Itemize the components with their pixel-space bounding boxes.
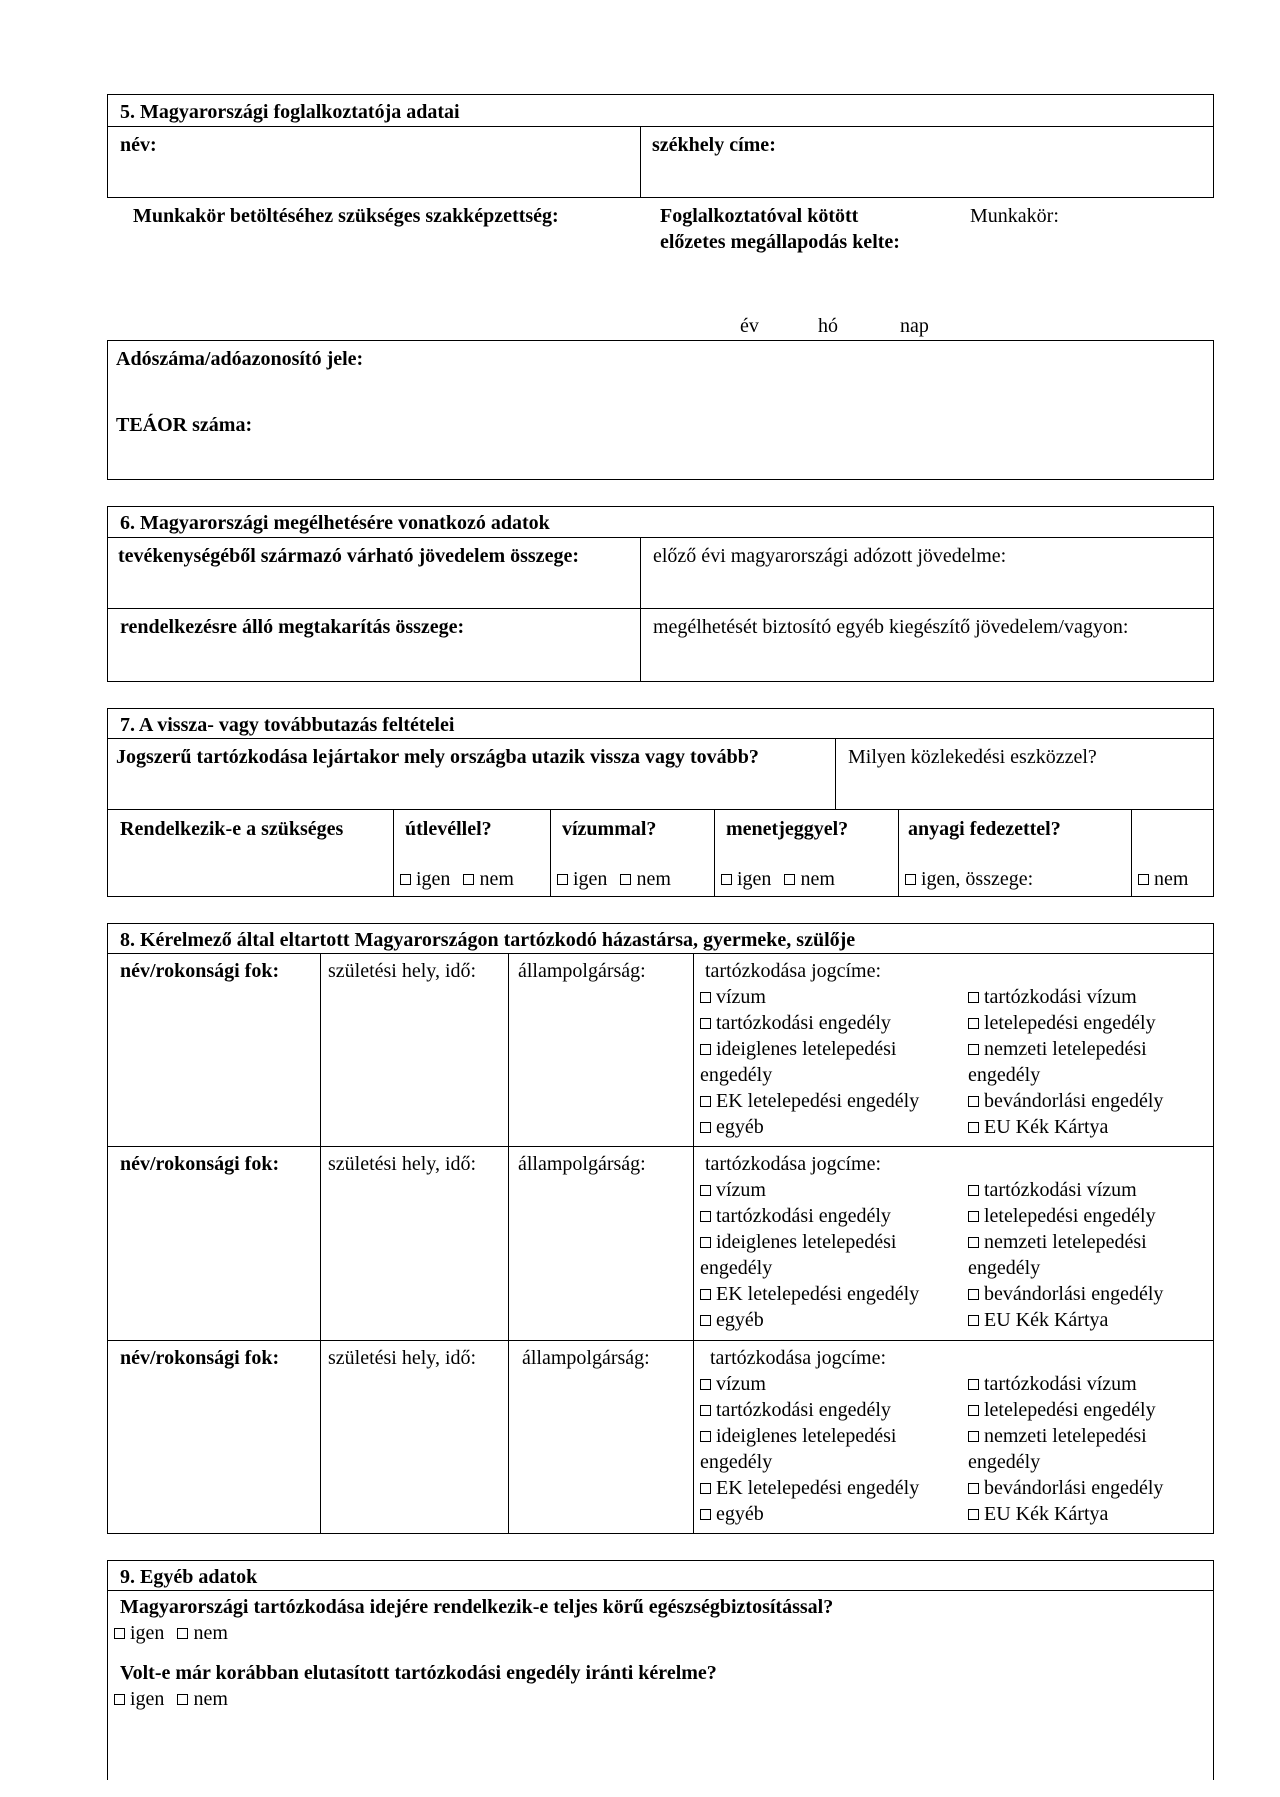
- checkbox[interactable]: [700, 1379, 711, 1390]
- option-item[interactable]: [968, 1397, 1208, 1423]
- divider: [1213, 1560, 1214, 1780]
- checkbox[interactable]: [968, 1379, 979, 1390]
- relative-name-label: név/rokonsági fok:: [120, 1347, 280, 1369]
- option-item[interactable]: [700, 1281, 955, 1307]
- option-item[interactable]: [700, 1203, 955, 1229]
- return-country-question: Jogszerű tartózkodása lejártakor mely országba utazik vissza vagy tovább?: [116, 746, 759, 768]
- option-item[interactable]: [968, 1203, 1208, 1229]
- option-label: vízum: [716, 1179, 766, 1201]
- checkbox[interactable]: [700, 992, 711, 1003]
- option-item[interactable]: [700, 1088, 955, 1114]
- divider: [107, 1146, 1214, 1147]
- option-item[interactable]: [700, 1229, 955, 1281]
- divider: [693, 953, 694, 1534]
- option-label: tartózkodási vízum: [984, 1373, 1137, 1395]
- basis-options-left: [700, 1177, 955, 1333]
- ticket-yes-label: igen: [737, 868, 772, 890]
- funds-yes-checkbox[interactable]: [905, 874, 916, 885]
- checkbox[interactable]: [700, 1044, 711, 1055]
- funds-no-checkbox[interactable]: [1138, 874, 1149, 885]
- rejected-yes-label: igen: [130, 1688, 165, 1710]
- section-7-title: 7. A vissza- vagy továbbutazás feltételei: [120, 714, 455, 736]
- checkbox[interactable]: [700, 1237, 711, 1248]
- visa-yes-label: igen: [573, 868, 608, 890]
- rejected-yes-checkbox[interactable]: [114, 1694, 125, 1705]
- option-label: ideiglenes letelepedési engedély: [700, 1231, 897, 1279]
- option-item[interactable]: [968, 1307, 1208, 1333]
- date-year-label: év: [740, 315, 759, 337]
- divider: [898, 809, 899, 897]
- option-item[interactable]: [968, 1010, 1208, 1036]
- option-label: nemzeti letelepedési engedély: [968, 1231, 1147, 1279]
- option-item[interactable]: [700, 984, 955, 1010]
- savings-label: rendelkezésre álló megtakarítás összege:: [120, 616, 465, 638]
- residence-basis-label: tartózkodása jogcíme:: [705, 960, 882, 982]
- checkbox[interactable]: [700, 1289, 711, 1300]
- option-item[interactable]: [700, 1501, 955, 1527]
- option-label: egyéb: [716, 1503, 764, 1525]
- option-label: tartózkodási vízum: [984, 986, 1137, 1008]
- option-item[interactable]: [700, 1371, 955, 1397]
- divider: [508, 953, 509, 1534]
- divider: [1131, 809, 1132, 897]
- basis-options-right: [968, 1371, 1208, 1527]
- checkbox[interactable]: [968, 1483, 979, 1494]
- option-label: EK letelepedési engedély: [716, 1283, 920, 1305]
- option-item[interactable]: [968, 1475, 1208, 1501]
- residence-basis-label: tartózkodása jogcíme:: [710, 1347, 887, 1369]
- passport-label: útlevéllel?: [405, 818, 492, 840]
- option-item[interactable]: [700, 1423, 955, 1475]
- option-label: ideiglenes letelepedési engedély: [700, 1425, 897, 1473]
- option-item[interactable]: [700, 1397, 955, 1423]
- rejected-no-checkbox[interactable]: [177, 1694, 188, 1705]
- option-label: egyéb: [716, 1116, 764, 1138]
- option-item[interactable]: [968, 1088, 1208, 1114]
- citizenship-label: állampolgárság:: [522, 1347, 650, 1369]
- option-label: tartózkodási vízum: [984, 1179, 1137, 1201]
- option-label: letelepedési engedély: [984, 1205, 1156, 1227]
- divider: [107, 809, 1214, 810]
- option-label: ideiglenes letelepedési engedély: [700, 1038, 897, 1086]
- checkbox[interactable]: [700, 1509, 711, 1520]
- divider: [640, 537, 641, 682]
- visa-no-checkbox[interactable]: [620, 874, 631, 885]
- option-label: vízum: [716, 1373, 766, 1395]
- ticket-no-checkbox[interactable]: [784, 874, 795, 885]
- divider: [107, 1590, 1214, 1591]
- divider: [107, 953, 1214, 954]
- insurance-yes-checkbox[interactable]: [114, 1628, 125, 1639]
- funds-no-label: nem: [1154, 868, 1189, 890]
- option-item[interactable]: [968, 984, 1208, 1010]
- checkbox[interactable]: [968, 1289, 979, 1300]
- ticket-label: menetjeggyel?: [726, 818, 849, 840]
- has-required-label: Rendelkezik-e a szükséges: [120, 818, 344, 840]
- checkbox[interactable]: [700, 1122, 711, 1133]
- birth-place-label: születési hely, idő:: [328, 960, 477, 982]
- ticket-no-label: nem: [800, 868, 835, 890]
- basis-options-left: [700, 1371, 955, 1527]
- insurance-question: Magyarországi tartózkodása idejére rendelkezik-e teljes körű egészségbiztosítással?: [120, 1596, 834, 1618]
- option-item[interactable]: [968, 1371, 1208, 1397]
- insurance-options: [114, 1620, 228, 1646]
- option-label: EU Kék Kártya: [984, 1309, 1109, 1331]
- passport-options: [400, 866, 514, 892]
- citizenship-label: állampolgárság:: [518, 1153, 646, 1175]
- vehicle-question: Milyen közlekedési eszközzel?: [848, 746, 1097, 768]
- other-income-label: megélhetését biztosító egyéb kiegészítő jövedelem/vagyon:: [653, 616, 1129, 638]
- employer-seat-label: székhely címe:: [652, 134, 776, 156]
- residence-basis-label: tartózkodása jogcíme:: [705, 1153, 882, 1175]
- rejected-no-label: nem: [193, 1688, 228, 1710]
- option-label: vízum: [716, 986, 766, 1008]
- option-item[interactable]: [968, 1423, 1208, 1475]
- option-label: tartózkodási engedély: [716, 1399, 891, 1421]
- employer-name-field[interactable]: [110, 158, 636, 194]
- option-item[interactable]: [968, 1114, 1208, 1140]
- qualification-label: Munkakör betöltéséhez szükséges szakképzettség:: [133, 205, 559, 227]
- basis-options-right: [968, 984, 1208, 1140]
- section-6-title: 6. Magyarországi megélhetésére vonatkozó adatok: [120, 512, 550, 534]
- option-label: letelepedési engedély: [984, 1399, 1156, 1421]
- ticket-options: [721, 866, 835, 892]
- divider: [835, 738, 836, 809]
- checkbox[interactable]: [968, 992, 979, 1003]
- divider: [320, 953, 321, 1534]
- checkbox[interactable]: [968, 1315, 979, 1326]
- checkbox[interactable]: [968, 1018, 979, 1029]
- checkbox[interactable]: [968, 1185, 979, 1196]
- checkbox[interactable]: [968, 1096, 979, 1107]
- option-label: egyéb: [716, 1309, 764, 1331]
- checkbox[interactable]: [968, 1405, 979, 1416]
- option-item[interactable]: [700, 1475, 955, 1501]
- checkbox[interactable]: [700, 1431, 711, 1442]
- checkbox[interactable]: [700, 1315, 711, 1326]
- checkbox[interactable]: [968, 1431, 979, 1442]
- divider: [107, 537, 1214, 538]
- birth-place-label: születési hely, idő:: [328, 1347, 477, 1369]
- option-label: EU Kék Kártya: [984, 1116, 1109, 1138]
- option-label: bevándorlási engedély: [984, 1477, 1164, 1499]
- option-item[interactable]: [700, 1010, 955, 1036]
- birth-place-label: születési hely, idő:: [328, 1153, 477, 1175]
- checkbox[interactable]: [700, 1018, 711, 1029]
- option-item[interactable]: [700, 1307, 955, 1333]
- basis-options-left: [700, 984, 955, 1140]
- ticket-yes-checkbox[interactable]: [721, 874, 732, 885]
- expected-income-label: tevékenységéből származó várható jövedelem összege:: [118, 545, 579, 567]
- option-item[interactable]: [968, 1177, 1208, 1203]
- rejected-options: [114, 1686, 228, 1712]
- visa-no-label: nem: [636, 868, 671, 890]
- checkbox[interactable]: [968, 1237, 979, 1248]
- divider: [714, 809, 715, 897]
- visa-label: vízummal?: [562, 818, 657, 840]
- funds-no-option: [1138, 866, 1188, 892]
- option-label: tartózkodási engedély: [716, 1012, 891, 1034]
- option-item[interactable]: [968, 1036, 1208, 1088]
- option-item[interactable]: [700, 1036, 955, 1088]
- relative-name-label: név/rokonsági fok:: [120, 1153, 280, 1175]
- checkbox[interactable]: [968, 1044, 979, 1055]
- checkbox[interactable]: [700, 1483, 711, 1494]
- date-day-label: nap: [900, 315, 929, 337]
- section-5-title: 5. Magyarországi foglalkoztatója adatai: [120, 101, 460, 123]
- option-item[interactable]: [700, 1114, 955, 1140]
- checkbox[interactable]: [700, 1405, 711, 1416]
- option-label: EU Kék Kártya: [984, 1503, 1109, 1525]
- option-label: tartózkodási engedély: [716, 1205, 891, 1227]
- option-label: bevándorlási engedély: [984, 1283, 1164, 1305]
- section-8-title: 8. Kérelmező által eltartott Magyarországon tartózkodó házastársa, gyermeke, szülője: [120, 929, 856, 951]
- section-9-title: 9. Egyéb adatok: [120, 1566, 258, 1588]
- divider: [107, 1340, 1214, 1341]
- option-label: bevándorlási engedély: [984, 1090, 1164, 1112]
- option-label: EK letelepedési engedély: [716, 1090, 920, 1112]
- job-label: Munkakör:: [970, 205, 1059, 227]
- insurance-no-label: nem: [193, 1622, 228, 1644]
- checkbox[interactable]: [700, 1096, 711, 1107]
- divider: [107, 608, 1214, 609]
- option-item[interactable]: [968, 1229, 1208, 1281]
- divider: [107, 738, 1214, 739]
- tax-number-label: Adószáma/adóazonosító jele:: [116, 348, 364, 370]
- previous-income-label: előző évi magyarországi adózott jövedelme:: [653, 545, 1007, 567]
- rejected-application-question: Volt-e már korábban elutasított tartózkodási engedély iránti kérelme?: [120, 1662, 717, 1684]
- visa-options: [557, 866, 671, 892]
- option-item[interactable]: [700, 1177, 955, 1203]
- funds-label: anyagi fedezettel?: [908, 818, 1061, 840]
- option-item[interactable]: [968, 1501, 1208, 1527]
- checkbox[interactable]: [968, 1122, 979, 1133]
- insurance-yes-label: igen: [130, 1622, 165, 1644]
- insurance-no-checkbox[interactable]: [177, 1628, 188, 1639]
- checkbox[interactable]: [968, 1509, 979, 1520]
- date-month-label: hó: [818, 315, 838, 337]
- employer-seat-field[interactable]: [644, 158, 1210, 194]
- funds-yes-option: [905, 866, 1033, 892]
- passport-yes-label: igen: [416, 868, 451, 890]
- agreement-date-label: Foglalkoztatóval kötött előzetes megállapodás kelte:: [660, 205, 900, 253]
- divider: [393, 809, 394, 897]
- divider: [107, 126, 1214, 127]
- checkbox[interactable]: [968, 1211, 979, 1222]
- divider: [107, 1560, 108, 1780]
- divider: [107, 1560, 1214, 1561]
- option-label: nemzeti letelepedési engedély: [968, 1425, 1147, 1473]
- visa-yes-checkbox[interactable]: [557, 874, 568, 885]
- citizenship-label: állampolgárság:: [518, 960, 646, 982]
- relative-name-label: név/rokonsági fok:: [120, 960, 280, 982]
- checkbox[interactable]: [700, 1185, 711, 1196]
- passport-no-label: nem: [479, 868, 514, 890]
- checkbox[interactable]: [700, 1211, 711, 1222]
- option-label: EK letelepedési engedély: [716, 1477, 920, 1499]
- passport-no-checkbox[interactable]: [463, 874, 474, 885]
- passport-yes-checkbox[interactable]: [400, 874, 411, 885]
- teaor-label: TEÁOR száma:: [116, 414, 253, 436]
- basis-options-right: [968, 1177, 1208, 1333]
- divider: [640, 126, 641, 198]
- employer-name-label: név:: [120, 134, 157, 156]
- funds-yes-label: igen, összege:: [921, 868, 1034, 890]
- option-item[interactable]: [968, 1281, 1208, 1307]
- option-label: nemzeti letelepedési engedély: [968, 1038, 1147, 1086]
- divider: [550, 809, 551, 897]
- option-label: letelepedési engedély: [984, 1012, 1156, 1034]
